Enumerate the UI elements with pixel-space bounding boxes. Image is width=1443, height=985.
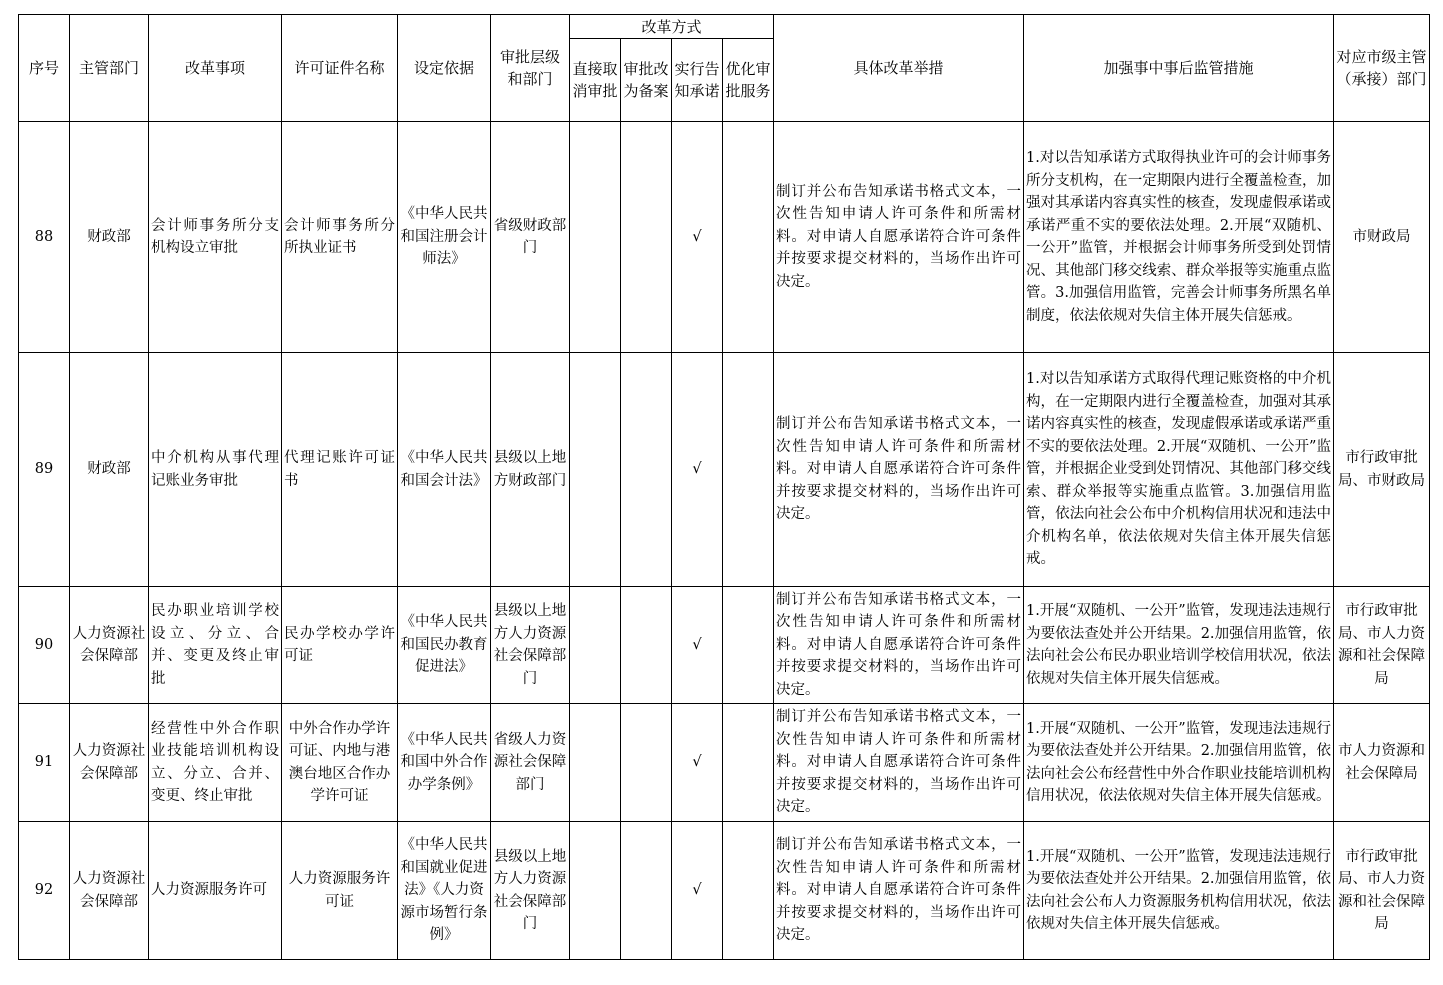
header-level: 审批层级和部门	[491, 15, 570, 122]
table-row	[19, 587, 1430, 704]
cell-optimize	[723, 587, 774, 704]
header-method-group: 改革方式	[570, 15, 774, 39]
cell-optimize	[723, 704, 774, 822]
cell-level: 省级财政部门	[491, 122, 570, 353]
cell-level: 省级人力资源社会保障部门	[491, 704, 570, 822]
cell-cancel	[570, 122, 621, 353]
cell-city-dept: 市行政审批局、市人力资源和社会保障局	[1334, 587, 1430, 704]
header-method-filing: 审批改为备案	[621, 39, 672, 122]
cell-seq: 92	[19, 822, 70, 960]
cell-cancel	[570, 704, 621, 822]
reform-table	[18, 14, 1430, 960]
cell-dept: 人力资源社会保障部	[70, 704, 149, 822]
cell-notify-check: √	[672, 822, 723, 960]
table-row	[19, 822, 1430, 960]
cell-notify-check: √	[672, 587, 723, 704]
cell-dept: 财政部	[70, 122, 149, 353]
header-basis: 设定依据	[398, 15, 491, 122]
cell-basis: 《中华人民共和国会计法》	[398, 353, 491, 587]
cell-dept: 人力资源社会保障部	[70, 587, 149, 704]
cell-filing	[621, 704, 672, 822]
cell-basis: 《中华人民共和国就业促进法》《人力资源市场暂行条例》	[398, 822, 491, 960]
header-license: 许可证件名称	[282, 15, 398, 122]
header-city-dept: 对应市级主管（承接）部门	[1334, 15, 1430, 122]
cell-supervision: 1.对以告知承诺方式取得执业许可的会计师事务所分支机构，在一定期限内进行全覆盖检查，加强对其承诺内容真实性的核查，发现虚假承诺或承诺严重不实的要依法处理。2.开展“双随机、一公开”监管，并根据会计师事务所受到处罚情况、其他部门移交线索、群众举报等实施重点监管。3.加强信用监管，完善会计师事务所黑名单制度，依法依规对失信主体开展失信惩戒。	[1024, 122, 1334, 353]
cell-license: 会计师事务所分所执业证书	[282, 122, 398, 353]
cell-seq: 89	[19, 353, 70, 587]
cell-supervision: 1.开展“双随机、一公开”监管，发现违法违规行为要依法查处并公开结果。2.加强信用监管，依法向社会公布人力资源服务机构信用状况，依法依规对失信主体开展失信惩戒。	[1024, 822, 1334, 960]
cell-optimize	[723, 353, 774, 587]
cell-license: 代理记账许可证书	[282, 353, 398, 587]
cell-level: 县级以上地方人力资源社会保障部门	[491, 822, 570, 960]
header-seq: 序号	[19, 15, 70, 122]
header-method-cancel: 直接取消审批	[570, 39, 621, 122]
cell-basis: 《中华人民共和国注册会计师法》	[398, 122, 491, 353]
cell-filing	[621, 587, 672, 704]
cell-item: 经营性中外合作职业技能培训机构设立、分立、合并、变更、终止审批	[149, 704, 282, 822]
header-item: 改革事项	[149, 15, 282, 122]
header-measures: 具体改革举措	[774, 15, 1024, 122]
cell-notify-check: √	[672, 122, 723, 353]
cell-basis: 《中华人民共和国中外合作办学条例》	[398, 704, 491, 822]
header-method-optimize: 优化审批服务	[723, 39, 774, 122]
cell-supervision: 1.开展“双随机、一公开”监管，发现违法违规行为要依法查处并公开结果。2.加强信用监管，依法向社会公布经营性中外合作职业技能培训机构信用状况，依法依规对失信主体开展失信惩戒。	[1024, 704, 1334, 822]
cell-dept: 人力资源社会保障部	[70, 822, 149, 960]
cell-city-dept: 市行政审批局、市财政局	[1334, 353, 1430, 587]
cell-level: 县级以上地方人力资源社会保障部门	[491, 587, 570, 704]
cell-optimize	[723, 822, 774, 960]
cell-supervision: 1.开展“双随机、一公开”监管，发现违法违规行为要依法查处并公开结果。2.加强信用监管，依法向社会公布民办职业培训学校信用状况，依法依规对失信主体开展失信惩戒。	[1024, 587, 1334, 704]
table-row	[19, 704, 1430, 822]
cell-measures: 制订并公布告知承诺书格式文本，一次性告知申请人许可条件和所需材料。对申请人自愿承诺符合许可条件并按要求提交材料的，当场作出许可决定。	[774, 587, 1024, 704]
cell-measures: 制订并公布告知承诺书格式文本，一次性告知申请人许可条件和所需材料。对申请人自愿承诺符合许可条件并按要求提交材料的，当场作出许可决定。	[774, 822, 1024, 960]
cell-license: 民办学校办学许可证	[282, 587, 398, 704]
cell-item: 人力资源服务许可	[149, 822, 282, 960]
cell-dept: 财政部	[70, 353, 149, 587]
cell-measures: 制订并公布告知承诺书格式文本，一次性告知申请人许可条件和所需材料。对申请人自愿承诺符合许可条件并按要求提交材料的，当场作出许可决定。	[774, 353, 1024, 587]
cell-item: 会计师事务所分支机构设立审批	[149, 122, 282, 353]
table-row	[19, 353, 1430, 587]
cell-cancel	[570, 587, 621, 704]
table-row	[19, 122, 1430, 353]
cell-license: 人力资源服务许可证	[282, 822, 398, 960]
header-dept: 主管部门	[70, 15, 149, 122]
cell-seq: 90	[19, 587, 70, 704]
cell-cancel	[570, 353, 621, 587]
cell-item: 中介机构从事代理记账业务审批	[149, 353, 282, 587]
cell-filing	[621, 822, 672, 960]
header-supervision: 加强事中事后监管措施	[1024, 15, 1334, 122]
cell-basis: 《中华人民共和国民办教育促进法》	[398, 587, 491, 704]
cell-seq: 88	[19, 122, 70, 353]
cell-item: 民办职业培训学校设立、分立、合并、变更及终止审批	[149, 587, 282, 704]
cell-filing	[621, 353, 672, 587]
cell-city-dept: 市人力资源和社会保障局	[1334, 704, 1430, 822]
cell-cancel	[570, 822, 621, 960]
cell-filing	[621, 122, 672, 353]
cell-measures: 制订并公布告知承诺书格式文本，一次性告知申请人许可条件和所需材料。对申请人自愿承诺符合许可条件并按要求提交材料的，当场作出许可决定。	[774, 704, 1024, 822]
cell-license: 中外合作办学许可证、内地与港澳台地区合作办学许可证	[282, 704, 398, 822]
cell-seq: 91	[19, 704, 70, 822]
cell-measures: 制订并公布告知承诺书格式文本，一次性告知申请人许可条件和所需材料。对申请人自愿承诺符合许可条件并按要求提交材料的，当场作出许可决定。	[774, 122, 1024, 353]
cell-level: 县级以上地方财政部门	[491, 353, 570, 587]
cell-city-dept: 市行政审批局、市人力资源和社会保障局	[1334, 822, 1430, 960]
cell-notify-check: √	[672, 704, 723, 822]
cell-city-dept: 市财政局	[1334, 122, 1430, 353]
cell-notify-check: √	[672, 353, 723, 587]
header-method-notify: 实行告知承诺	[672, 39, 723, 122]
cell-optimize	[723, 122, 774, 353]
cell-supervision: 1.对以告知承诺方式取得代理记账资格的中介机构，在一定期限内进行全覆盖检查，加强对其承诺内容真实性的核查，发现虚假承诺或承诺严重不实的要依法处理。2.开展“双随机、一公开”监管，并根据企业受到处罚情况、其他部门移交线索、群众举报等实施重点监管。3.加强信用监管，依法向社会公布中介机构信用状况和违法中介机构名单，依法依规对失信主体开展失信惩戒。	[1024, 353, 1334, 587]
